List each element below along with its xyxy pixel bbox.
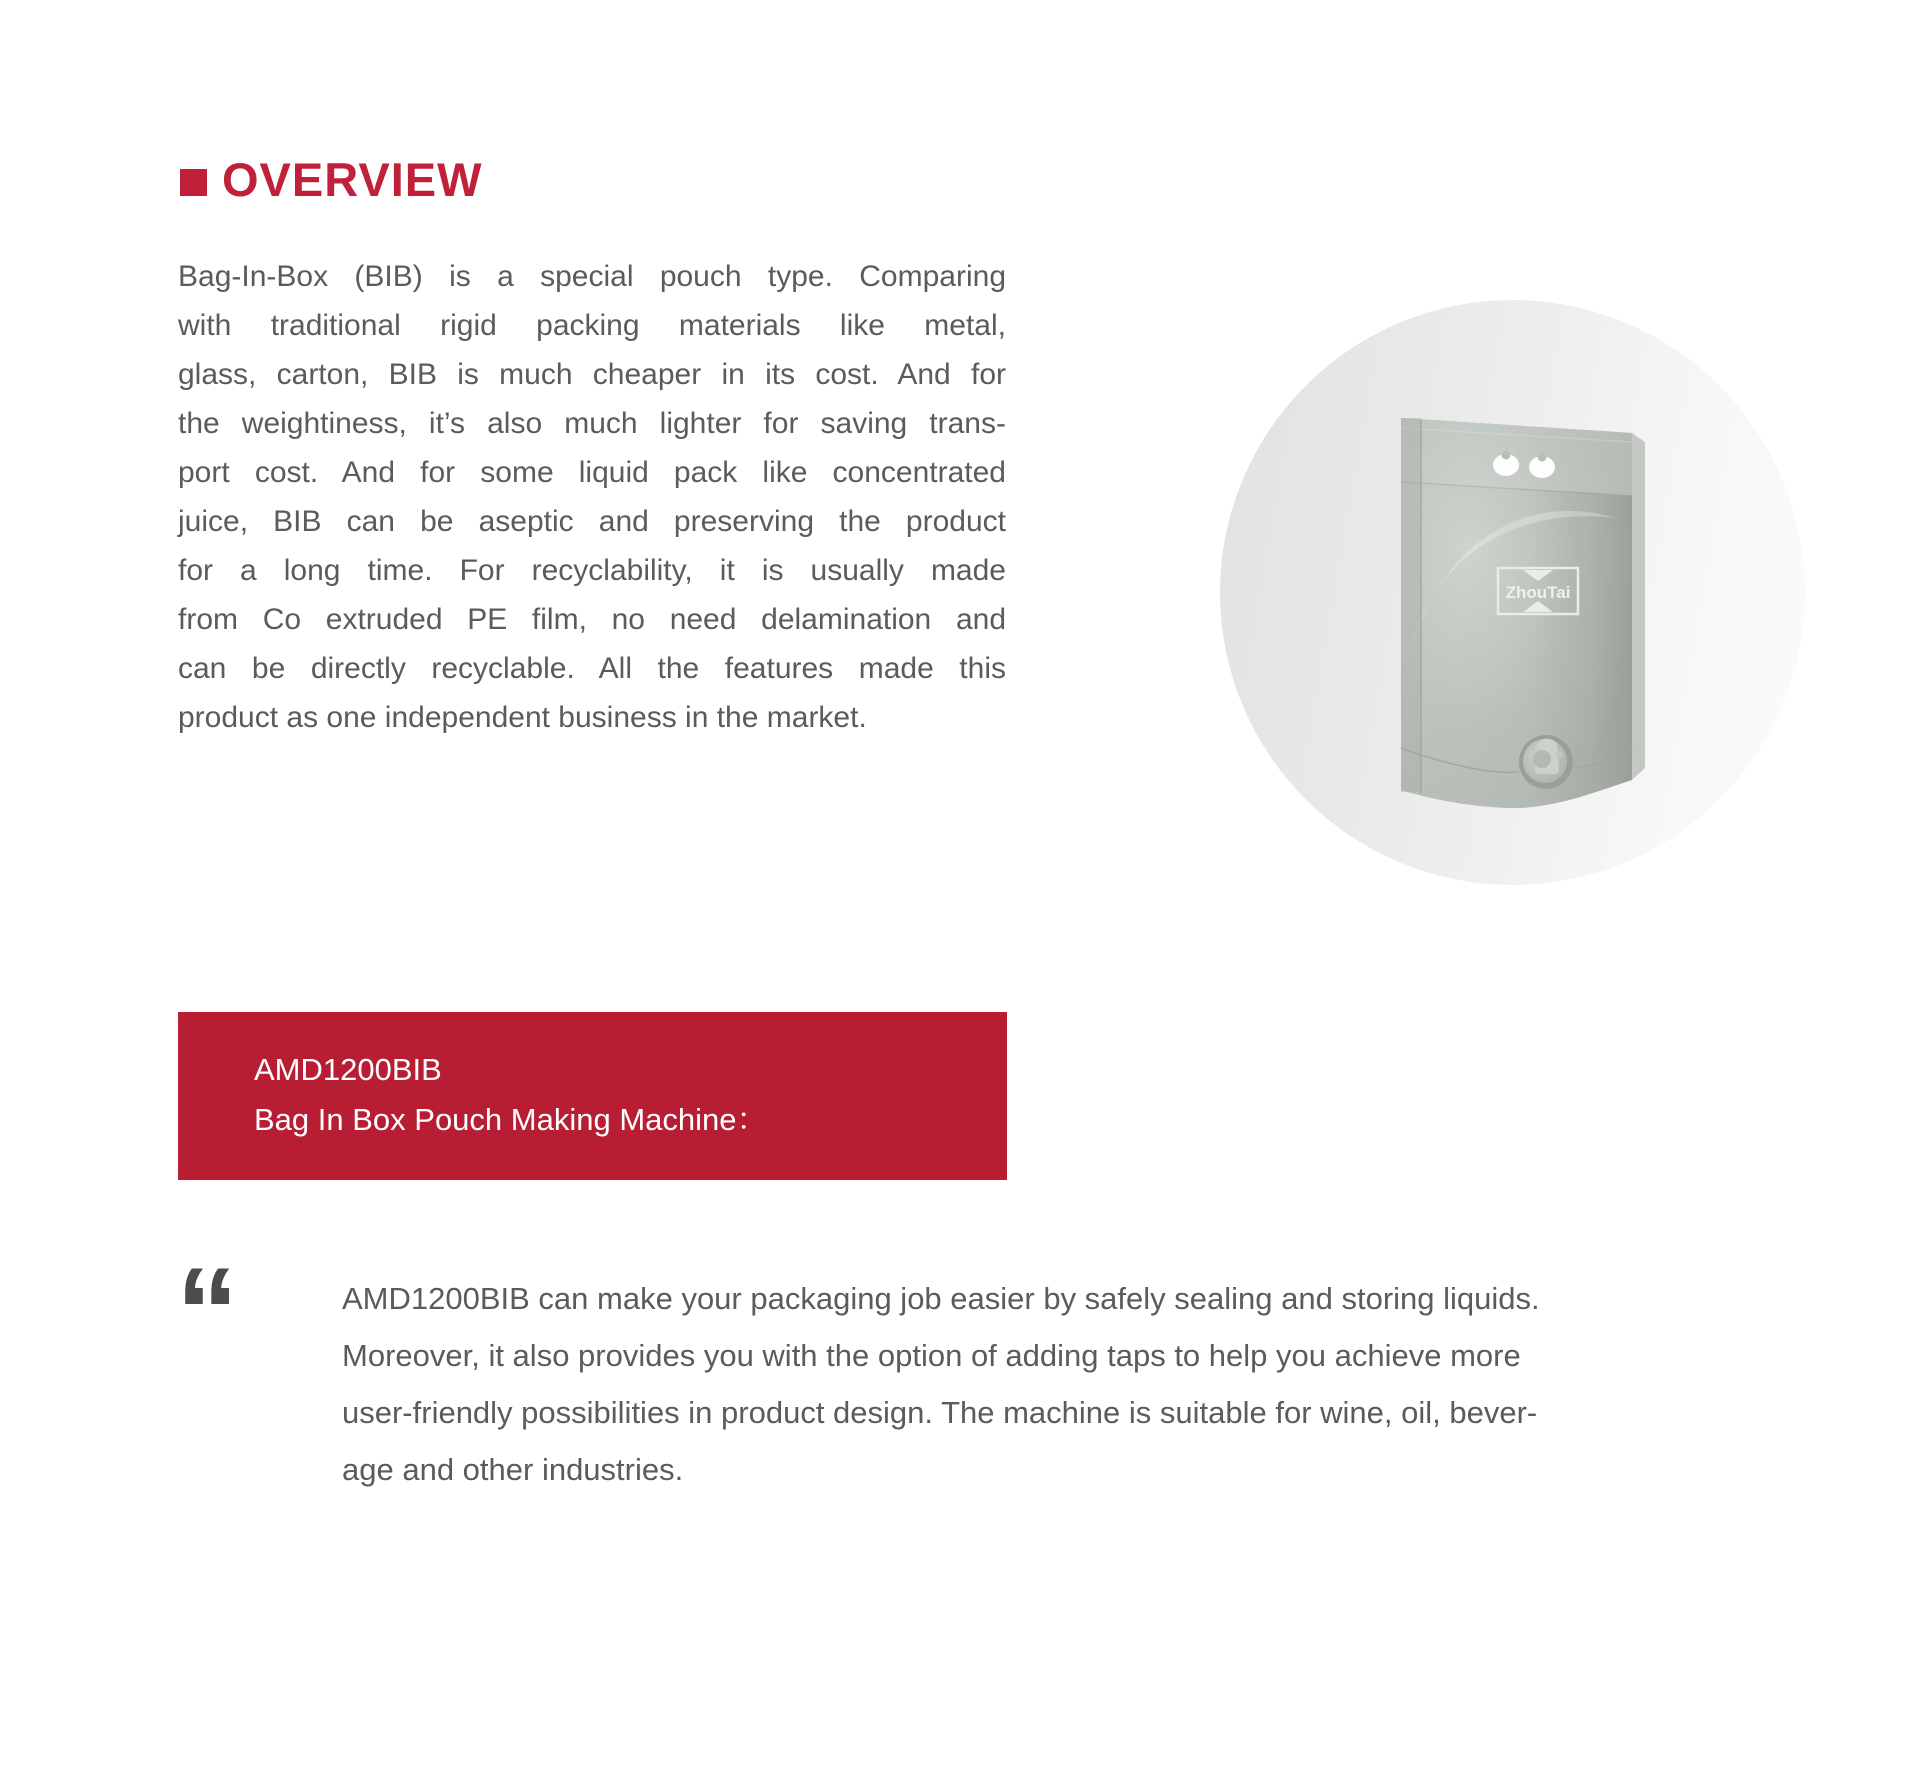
pouch-back-panel (1632, 433, 1645, 780)
text-line: juice, BIB can be aseptic and preserving the product (178, 505, 1006, 538)
text-line: port cost. And for some liquid pack like concentrated (178, 456, 1006, 489)
quotation-mark-icon: “ (176, 1243, 239, 1382)
overview-paragraph (178, 252, 1006, 742)
text-line: AMD1200BIB can make your packaging job easier by safely sealing and storing liquids. (342, 1281, 1540, 1316)
brand-logo-text: ZhouTai (1505, 583, 1571, 602)
text-line: glass, carton, BIB is much cheaper in its cost. And for (178, 358, 1006, 391)
text-line: the weightiness, it’s also much lighter for saving trans- (178, 407, 1006, 440)
text-line: can be directly recyclable. All the features made this (178, 652, 1006, 685)
text-line: with traditional rigid packing materials like metal, (178, 309, 1006, 342)
pouch-tap-spout (1519, 735, 1573, 789)
text-line: Moreover, it also provides you with the option of adding taps to help you achieve more (342, 1338, 1521, 1373)
text-line: age and other industries. (342, 1452, 684, 1487)
overview-heading-row (180, 152, 482, 207)
model-number: AMD1200BIB (254, 1052, 442, 1087)
product-image-circle (1220, 300, 1805, 885)
text-line: for a long time. For recyclability, it is usually made (178, 554, 1006, 587)
red-square-bullet-icon (180, 169, 207, 196)
quote-paragraph (342, 1270, 1772, 1498)
machine-title: Bag In Box Pouch Making Machine： (254, 1102, 768, 1137)
pouch-left-edge-strip (1401, 418, 1421, 792)
text-line: product as one independent business in the market. (178, 701, 867, 734)
model-banner (178, 1012, 1007, 1180)
bag-in-box-pouch-image (1401, 418, 1645, 808)
text-line: Bag-In-Box (BIB) is a special pouch type. Comparing (178, 260, 1006, 293)
text-line: user-friendly possibilities in product design. The machine is suitable for wine, oil, bever- (342, 1395, 1538, 1430)
page-title: OVERVIEW (222, 153, 483, 206)
text-line: from Co extruded PE film, no need delamination and (178, 603, 1006, 636)
